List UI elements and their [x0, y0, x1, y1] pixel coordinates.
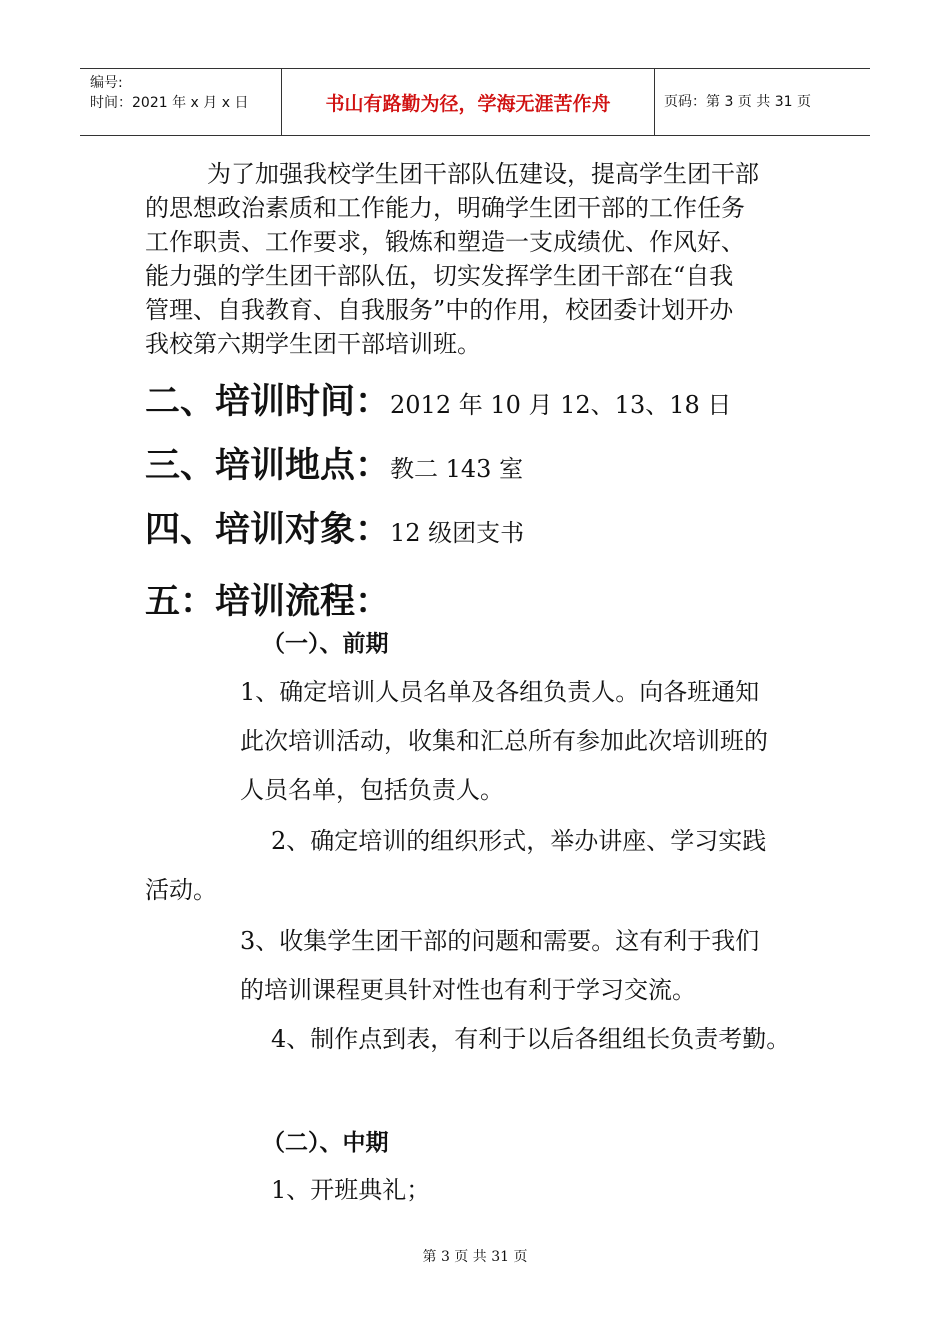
header-motto-cell — [281, 69, 655, 135]
section-time-value: 2012 年 10 月 12、13、18 日 — [390, 391, 732, 419]
early-item-1-line: 人员名单，包括负责人。 — [240, 776, 504, 804]
header-page-cell — [654, 69, 870, 135]
early-stage-title: （一）、前期 — [262, 631, 389, 657]
motto: 书山有路勤为径，学海无涯苦作舟 — [325, 92, 611, 115]
section-time — [145, 374, 731, 424]
middle-item-1: 1、开班典礼； — [271, 1176, 431, 1204]
section-target — [145, 502, 524, 552]
early-item-2-line: 活动。 — [145, 876, 217, 904]
intro-line: 管理、自我教育、自我服务”中的作用，校团委计划开办 — [145, 296, 734, 324]
section-place-value: 教二 143 室 — [390, 455, 524, 483]
early-item-1-line: 此次培训活动，收集和汇总所有参加此次培训班的 — [240, 727, 768, 755]
section-target-value: 12 级团支书 — [390, 519, 525, 547]
intro-line: 能力强的学生团干部队伍，切实发挥学生团干部在“自我 — [145, 262, 734, 290]
time-label: 时间：2021 年 x 月 x 日 — [90, 95, 249, 111]
section-place — [145, 438, 523, 488]
section-place-heading: 三、培训地点： — [145, 446, 391, 486]
section-process — [145, 574, 390, 624]
intro-line: 工作职责、工作要求，锻炼和塑造一支成绩优、作风好、 — [145, 228, 745, 256]
early-item-3-line: 的培训课程更具针对性也有利于学习交流。 — [240, 976, 696, 1004]
section-process-heading: 五：培训流程： — [145, 582, 391, 622]
header-page-label: 页码：第 3 页 共 31 页 — [664, 94, 811, 110]
early-item-3-line: 3、收集学生团干部的问题和需要。这有利于我们 — [240, 927, 760, 955]
section-target-heading: 四、培训对象： — [145, 510, 391, 550]
intro-line: 我校第六期学生团干部培训班。 — [145, 330, 481, 358]
header-meta-cell — [80, 69, 280, 135]
number-label: 编号: — [90, 75, 123, 91]
intro-line: 的思想政治素质和工作能力，明确学生团干部的工作任务 — [145, 194, 745, 222]
document-header — [80, 68, 870, 136]
early-item-4: 4、制作点到表，有利于以后各组组长负责考勤。 — [271, 1025, 791, 1053]
early-item-1-line: 1、确定培训人员名单及各组负责人。向各班通知 — [240, 678, 760, 706]
early-item-2-line: 2、确定培训的组织形式，举办讲座、学习实践 — [271, 827, 767, 855]
page-footer: 第 3 页 共 31 页 — [422, 1249, 528, 1265]
middle-stage-title: （二）、中期 — [262, 1130, 389, 1156]
intro-line: 为了加强我校学生团干部队伍建设，提高学生团干部 — [207, 160, 759, 188]
section-time-heading: 二、培训时间： — [145, 382, 391, 422]
